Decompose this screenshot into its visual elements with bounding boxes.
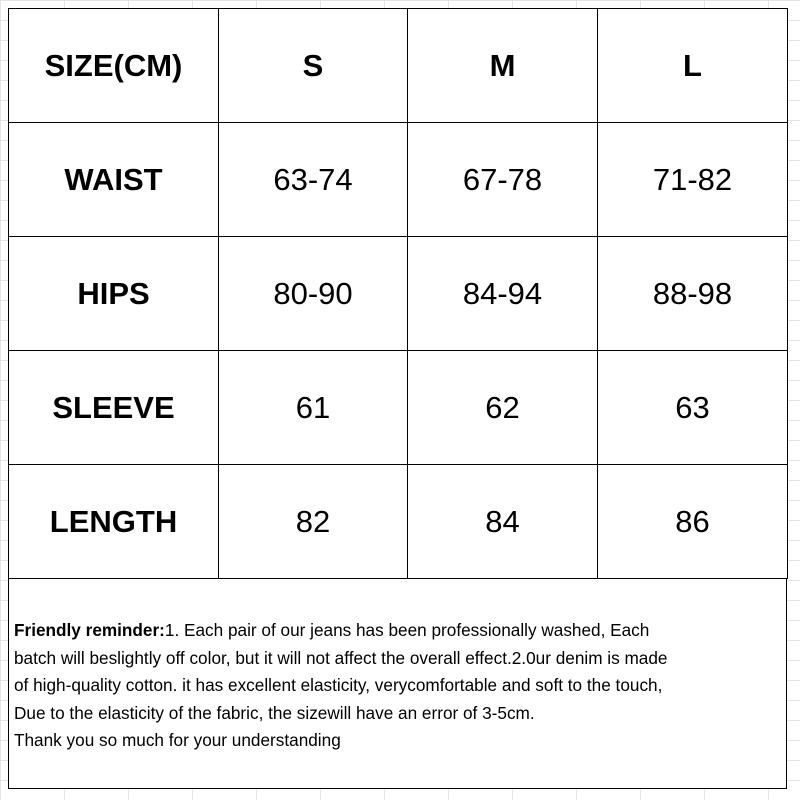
header-size-s: S	[219, 9, 408, 123]
header-size-cm: SIZE(CM)	[9, 9, 219, 123]
table-cell: 67-78	[408, 123, 598, 237]
note-line: of high-quality cotton. it has excellent elasticity, verycomfortable and soft to the touch,	[14, 675, 663, 695]
table-row	[9, 237, 788, 351]
table-row	[9, 465, 788, 579]
note-line: Thank you so much for your understanding	[14, 730, 341, 750]
note-heading: Friendly reminder:	[14, 620, 165, 640]
table-row	[9, 123, 788, 237]
size-chart-table	[8, 8, 788, 579]
table-cell: 80-90	[219, 237, 408, 351]
row-label-waist: WAIST	[9, 123, 219, 237]
table-row	[9, 351, 788, 465]
row-label-length: LENGTH	[9, 465, 219, 579]
table-cell: 61	[219, 351, 408, 465]
note-line	[14, 617, 780, 645]
table-cell: 63	[598, 351, 788, 465]
table-cell: 88-98	[598, 237, 788, 351]
note-line: batch will beslightly off color, but it will not affect the overall effect.2.0ur denim is made	[14, 647, 668, 668]
note-text: 1. Each pair of our jeans has been professionally washed, Each	[164, 620, 650, 640]
row-label-hips: HIPS	[9, 237, 219, 351]
table-cell: 86	[598, 465, 788, 579]
table-cell: 62	[408, 351, 598, 465]
table-cell: 84-94	[408, 237, 598, 351]
header-size-m: M	[408, 9, 598, 123]
table-cell: 82	[219, 465, 408, 579]
table-cell: 71-82	[598, 123, 788, 237]
table-cell: 63-74	[219, 123, 408, 237]
table-header-row	[9, 9, 788, 123]
friendly-reminder-note	[8, 579, 787, 789]
row-label-sleeve: SLEEVE	[9, 351, 219, 465]
header-size-l: L	[598, 9, 788, 123]
table-cell: 84	[408, 465, 598, 579]
note-line: Due to the elasticity of the fabric, the sizewill have an error of 3-5cm.	[14, 702, 535, 723]
